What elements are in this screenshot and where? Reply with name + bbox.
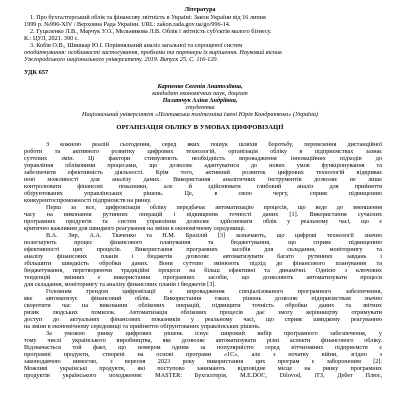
paragraph-5-line: законодавчою вимогою, з вересня 2023 року використання цих програм є забороненим [2]. (24, 358, 382, 365)
reference-2-cont: К.: ЦУЛ, 2021. 390 с. (24, 35, 79, 42)
reference-2: 2. Гуцаленко Л.В., Марчук У.О., Мельникова Л.В. Облік і звітність суб'єктів малого бізнесу. (30, 28, 272, 35)
paragraph-5-line: програмні продукти, створені на основі програми «1С», але з початку війни, згідно з (24, 351, 382, 358)
paragraph-4-line: на зміни в економічному середовищі та прийняттю обґрунтованих управлінських рішень. (24, 323, 261, 330)
paragraph-4-line: ризик людських помилок. Автоматизація облікових процесів дає змогу керівництву отримувати (24, 309, 382, 316)
paragraph-1-line: конкурентоспроможності підприємств на ринку. (24, 197, 152, 204)
paragraph-1-line: обґрунтованих управлінських рішень. Це, в свою чергу, сприяє підвищенню (24, 190, 382, 197)
paragraph-4-line: Головним трендом цифровізації є впровадження спеціалізованого програмного забезпечення, (46, 288, 382, 295)
reference-1-cont: 1999 р. №996-XIV / Верховна Рада України. URL: zakon.rada.gov.ua/go/996-14. (24, 21, 231, 28)
paragraph-5-line: Можливі українські продукти, які поступово занимають відповідне місце на ринку програмних (24, 365, 382, 372)
paragraph-3-line: бюджетування, перетворюючи традиційні процеси на більш ефективні та динамічні. Однією з ключових (24, 267, 382, 274)
paragraph-2-line: Перш за все, цифровізація обліку передбачає автоматизацію процесів, що веде до зменшення (46, 204, 382, 211)
reference-1: 1. Про бухгалтерський облік та фінансову звітність в Україні: Закон України від 16 липня (30, 14, 266, 21)
paragraph-3-line: аналізу фінансових планів і бюджетів дозволяє автоматизувати багато рутинних завдань і (24, 253, 382, 260)
paragraph-5-line: продуктів українського походження: MASTER: Бухгалтерія, M.E.DOC, Dilovod, iТЗ, Дебет Плюс, (24, 372, 382, 379)
paragraph-2-line: часу на виконання рутинних операцій і підвищення точності даних [1]. Використання сучасних (24, 211, 382, 218)
paragraph-1-line: управління обліковими процесами, що дозволяє адаптуватися до нових умов функціонування та (24, 162, 382, 169)
paragraph-1-line: нові можливості для аналізу даних. Використання аналітичних інструментів дозволяє не лише (24, 176, 382, 183)
paragraph-1-line: суттєвих змін. Ці фактори стимулюють необхідність впровадження інноваційних підходів до (24, 155, 382, 162)
paragraph-4-line: доступ до актуальних фінансових показників у реальному часі, що сприяє швидкому реагуванню (24, 316, 382, 323)
paragraph-1-line: З кожною реалій сьогодення, серед яких пошук шляхів боротьбу, перевезення дистанційної (46, 141, 382, 148)
paragraph-1-line: контролювати фінансові показники, але й здійснювати глибокий аналіз для прийняття (24, 183, 382, 190)
paragraph-4-line: яке автоматизує фінансовий облік. Використання таких рішень дозволяє підприємствам значно (24, 295, 382, 302)
paragraph-5-line: Відзначається той факт, що номером одним за популярністю серед вітчизняних підприємств є (24, 344, 382, 351)
author-2-name: Палатчук Аліна Андріївна, (162, 97, 238, 104)
paragraph-3-line: полегшують процес фінансового планування та бюджетування, що сприяє підвищенню (24, 239, 382, 246)
reference-3-cont2: Ужгородського національного університету. 2019. Випуск 25. С. 116-120. (24, 56, 219, 63)
paragraph-3-line: ефективності цих процесів. Використання програмних засобів для складання, моніторингу та (24, 246, 382, 253)
literature-heading: Література (184, 6, 216, 13)
paragraph-3-line: В.А. Зир, А.А. Ткаченко та Н.М. Бразілій [3] зазначають, що цифрові технології значно (46, 232, 382, 239)
author-2-role: студентка (185, 104, 215, 111)
author-1-role: кандидат економічних наук, доцент (152, 90, 248, 97)
paragraph-2-line: критично важливим для швидкого реагування на зміни в економічному середовищі. (24, 225, 246, 232)
reference-3: 3. Кобів О.В., Шишкар Ю.І. Порівняльний аналіз загальної та спрощеної систем (30, 42, 243, 49)
udk-code: УДК 657 (24, 69, 49, 76)
paragraph-1-line: забезпечити ефективність діяльності. Крім того, активний розвиток цифрових технологій відкриває (24, 169, 382, 176)
article-title: ОРГАНІЗАЦІЯ ОБЛІКУ В УМОВАХ ЦИФРОВІЗАЦІЇ (116, 124, 284, 131)
paragraph-3-line: для складання, моніторингу та аналізу фінансових планів і бюджетів [3]. (24, 281, 216, 288)
paragraph-2-line: програмних продуктів та систем управління дозволяє здійснювати облік у реальному часі, що є (24, 218, 382, 225)
paragraph-3-line: збільшити швидкість обробки даних. Вони суттєво змінюють підхід до фінансового планування та (24, 260, 382, 267)
paragraph-1-line: роботи та активного розвитку цифрових технологій, організація обліку в підприємствах зазнає (24, 148, 382, 155)
author-1-name: Карпенко Євгенія Анатоліївна, (157, 83, 243, 90)
affiliation: Національний університет «Полтавська політехніка імені Юрія Кондратюка» (Україна) (81, 111, 318, 118)
reference-3-cont: оподаткування: особливості застосування, проблеми та партнери їх вирішення. Науковий вісник (24, 49, 282, 56)
paragraph-3-line: тенденцій змінних є використання програмних засобів, що дозволяють автоматизувати процеси (24, 274, 382, 281)
paragraph-5-line: тому числі українського виробництва, яке дозволяє автоматизувати різні аспекти фінансового обліку. (24, 337, 382, 344)
paragraph-4-line: скоротити час на виконання облікових операцій, підвищити точність обробки даних та звітних (24, 302, 382, 309)
paragraph-5-line: За умовою ринку цифрових рішень існує широкий вибір програмного забезпечення, у (46, 330, 382, 337)
